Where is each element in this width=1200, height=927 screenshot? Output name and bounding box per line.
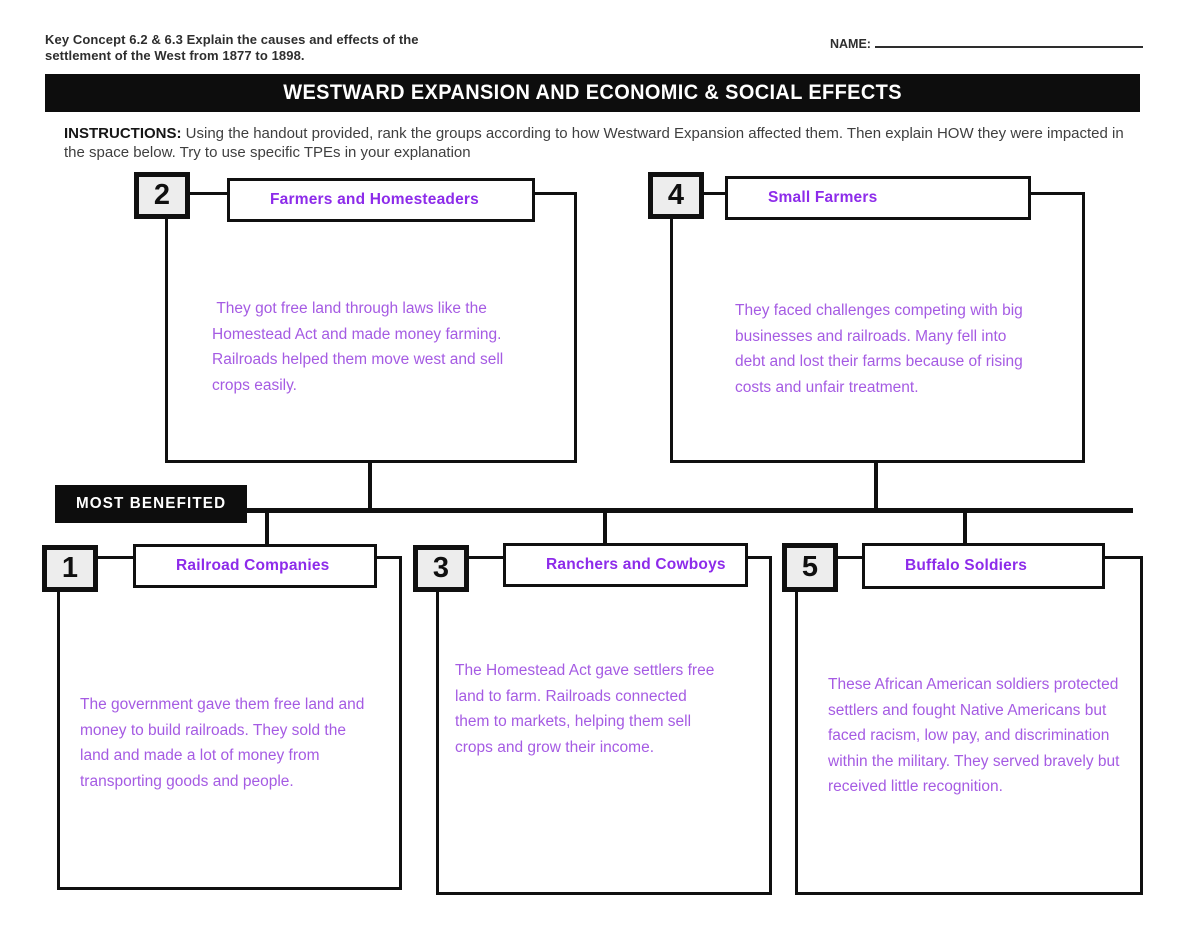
group-name-label: Small Farmers (768, 189, 878, 206)
rank-number: 1 (61, 552, 79, 584)
connector-line-to-ranchers (603, 511, 607, 546)
key-concept-line1: Key Concept 6.2 & 6.3 Explain the causes and effects of the (45, 32, 419, 47)
name-field (830, 36, 1140, 51)
page-title: WESTWARD EXPANSION AND ECONOMIC & SOCIAL EFFECTS (283, 81, 902, 104)
group-title-railroad-companies (133, 544, 377, 588)
rank-badge-buffalo (782, 543, 838, 592)
group-title-farmers-homesteaders (227, 178, 535, 222)
rank-badge-railroad (42, 545, 98, 592)
instructions-text (64, 124, 1144, 162)
group-description-ranchers: The Homestead Act gave settlers free land to farm. Railroads connected them to markets, helping them sell crops and grow their income. (455, 662, 719, 756)
group-name-label: Buffalo Soldiers (905, 557, 1028, 574)
rank-number: 5 (801, 551, 819, 583)
rank-badge-farmers (134, 172, 190, 219)
connector-line-to-railroad (265, 511, 269, 546)
group-title-ranchers-cowboys (503, 543, 748, 587)
instructions-body: Using the handout provided, rank the groups according to how Westward Expansion affected them. Then explain HOW they were impacted in the space below. Try to use specific TPEs in your explanation (64, 125, 1124, 161)
group-name-label: Railroad Companies (176, 557, 330, 574)
rank-badge-ranchers (413, 545, 469, 592)
title-banner (45, 74, 1140, 112)
name-label: NAME: (830, 37, 871, 51)
group-description-small-farmers: They faced challenges competing with big businesses and railroads. Many fell into debt and lost their farms because of rising costs and unfair treatment. (735, 302, 1028, 396)
connector-farmers-to-line (368, 461, 372, 511)
rank-number: 4 (667, 179, 685, 211)
connector-smallfarmers-to-line (874, 461, 878, 511)
group-name-label: Farmers and Homesteaders (270, 191, 479, 208)
group-title-buffalo-soldiers (862, 543, 1105, 589)
rank-number: 3 (432, 552, 450, 584)
rank-badge-small-farmers (648, 172, 704, 219)
group-title-small-farmers (725, 176, 1031, 220)
connector-line-to-buffalo (963, 511, 967, 545)
key-concept-text (45, 32, 605, 64)
rank-number: 2 (153, 179, 171, 211)
group-description-railroad: The government gave them free land and money to build railroads. They sold the land and made a lot of money from transporting goods and people. (80, 696, 369, 790)
instructions-label: INSTRUCTIONS: (64, 125, 182, 142)
key-concept-line2: settlement of the West from 1877 to 1898. (45, 48, 305, 63)
group-name-label: Ranchers and Cowboys (546, 556, 726, 573)
ranking-line (246, 508, 1133, 513)
name-blank-line[interactable] (875, 36, 1143, 48)
group-description-farmers: They got free land through laws like the Homestead Act and made money farming. Railroads helped them move west and sell crops easily. (212, 300, 508, 394)
most-benefited-label-box (55, 485, 247, 523)
group-description-buffalo: These African American soldiers protected settlers and fought Native Americans but faced racism, low pay, and discrimination within the military. They served bravely but received little recognition. (828, 676, 1124, 795)
most-benefited-label: MOST BENEFITED (75, 495, 227, 512)
